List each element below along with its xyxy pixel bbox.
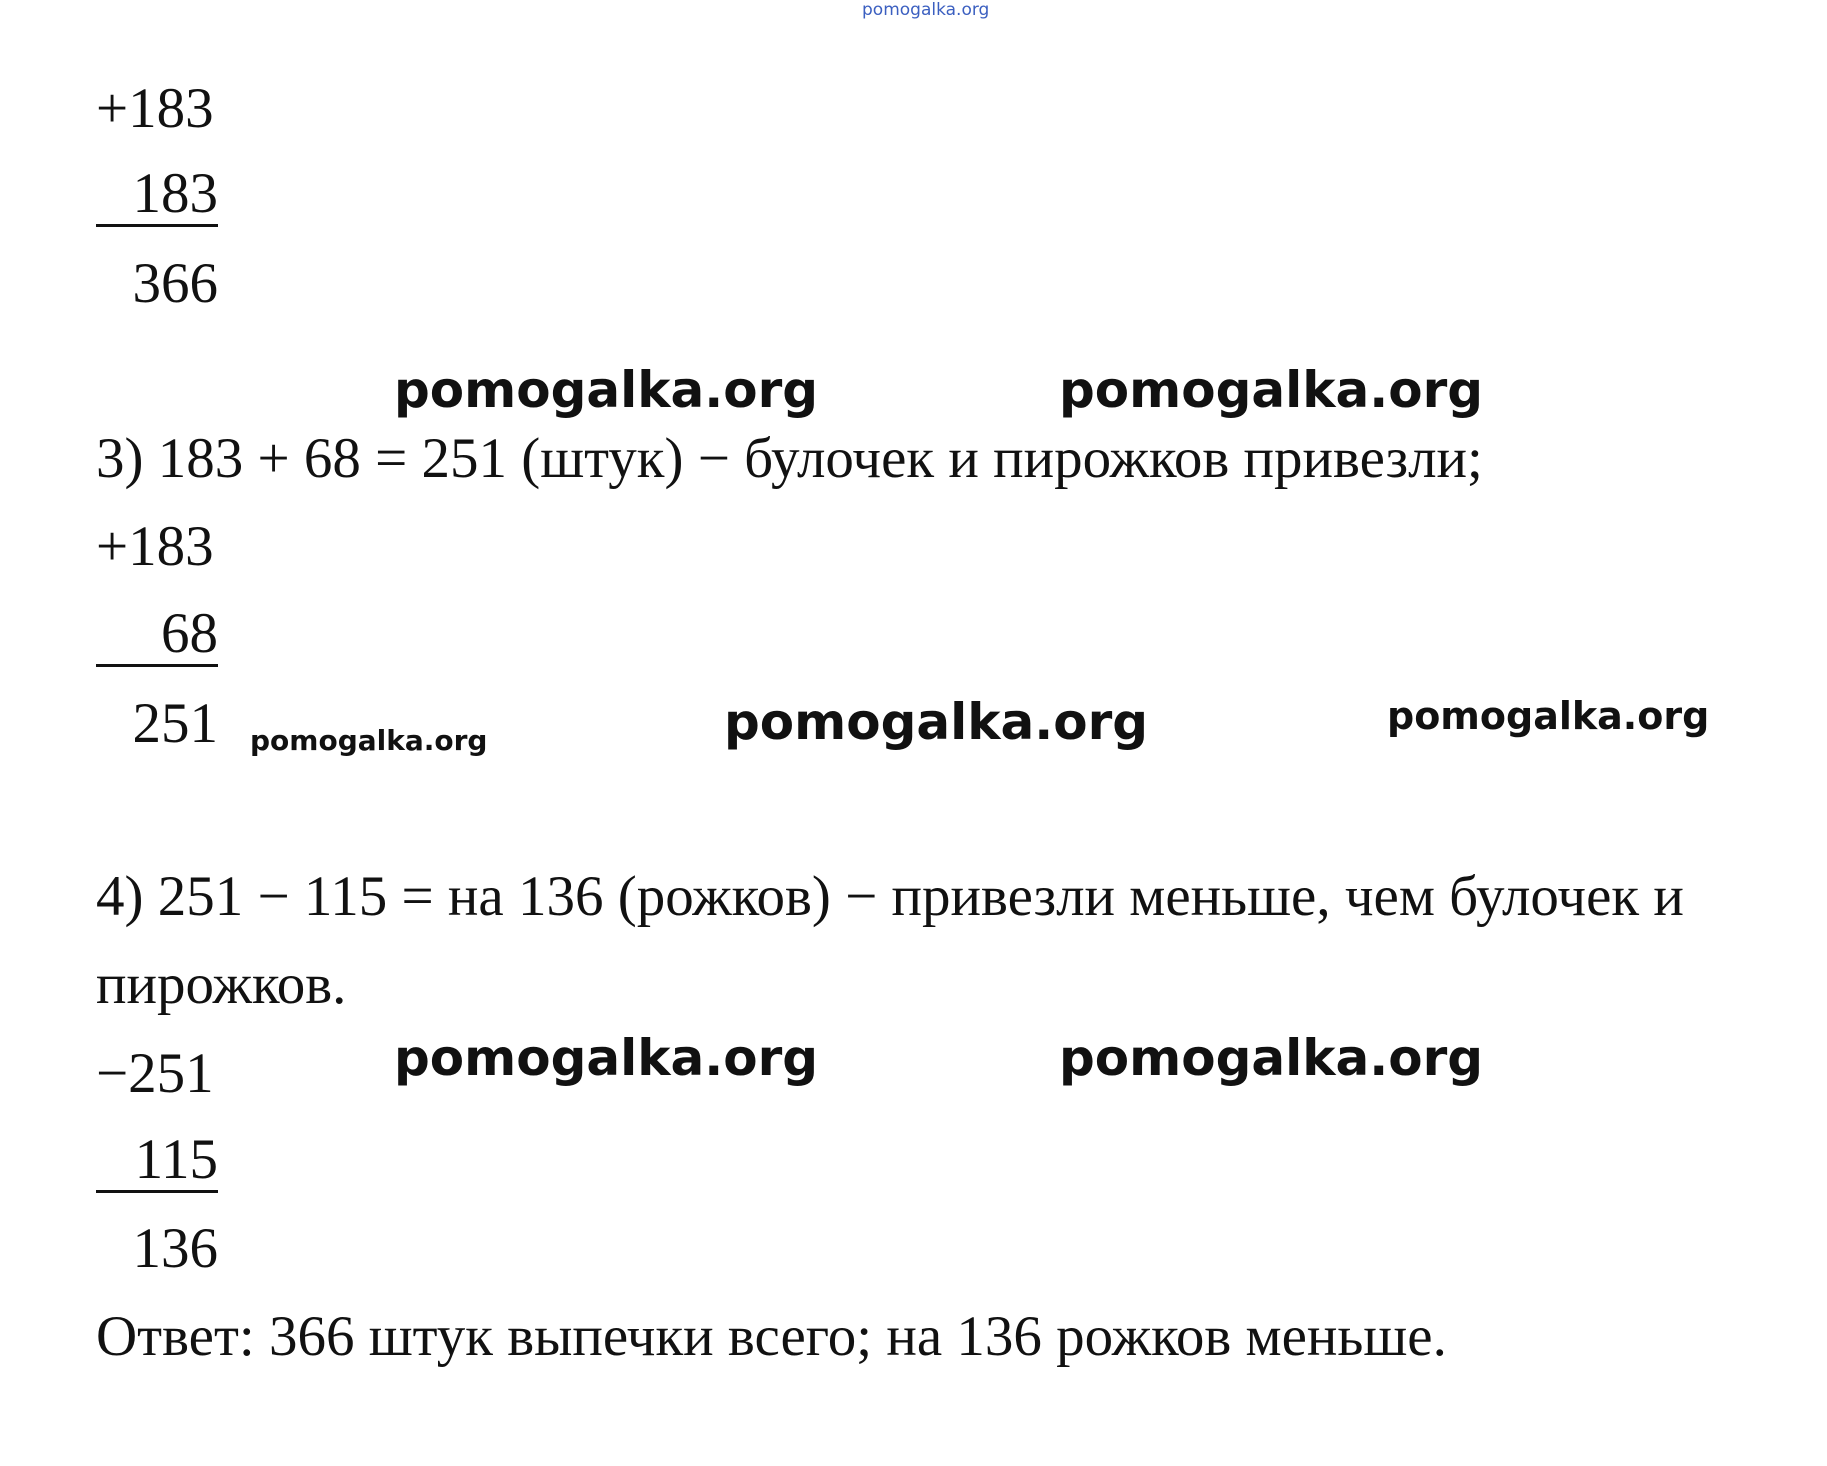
calc1-operand-1: +183 <box>96 77 214 140</box>
calc3-operand-2: 115 <box>96 1131 218 1193</box>
calc2-operand-2: 68 <box>96 605 218 667</box>
calc1-operand-2: 183 <box>96 165 218 227</box>
calc2-result: 251 <box>132 692 218 755</box>
calc3-result: 136 <box>132 1217 218 1280</box>
calc2-operand-1: +183 <box>96 515 214 578</box>
answer-text: Ответ: 366 штук выпечки всего; на 136 рожков меньше. <box>96 1305 1447 1368</box>
calc3-operand-1: −251 <box>96 1042 214 1105</box>
step-4-line-1: 4) 251 − 115 = на 136 (рожков) − привезли меньше, чем булочек и <box>96 865 1684 928</box>
watermark: pomogalka.org <box>1059 1029 1484 1087</box>
watermark: pomogalka.org <box>1387 694 1710 738</box>
calc1-result: 366 <box>132 252 218 315</box>
step-4-line-2: пирожков. <box>96 953 347 1016</box>
step-3-text: 3) 183 + 68 = 251 (штук) − булочек и пирожков привезли; <box>96 427 1483 490</box>
watermark: pomogalka.org <box>394 361 819 419</box>
watermark: pomogalka.org <box>724 693 1149 751</box>
watermark-top: pomogalka.org <box>862 0 990 20</box>
watermark: pomogalka.org <box>394 1029 819 1087</box>
watermark: pomogalka.org <box>250 724 488 757</box>
watermark: pomogalka.org <box>1059 361 1484 419</box>
